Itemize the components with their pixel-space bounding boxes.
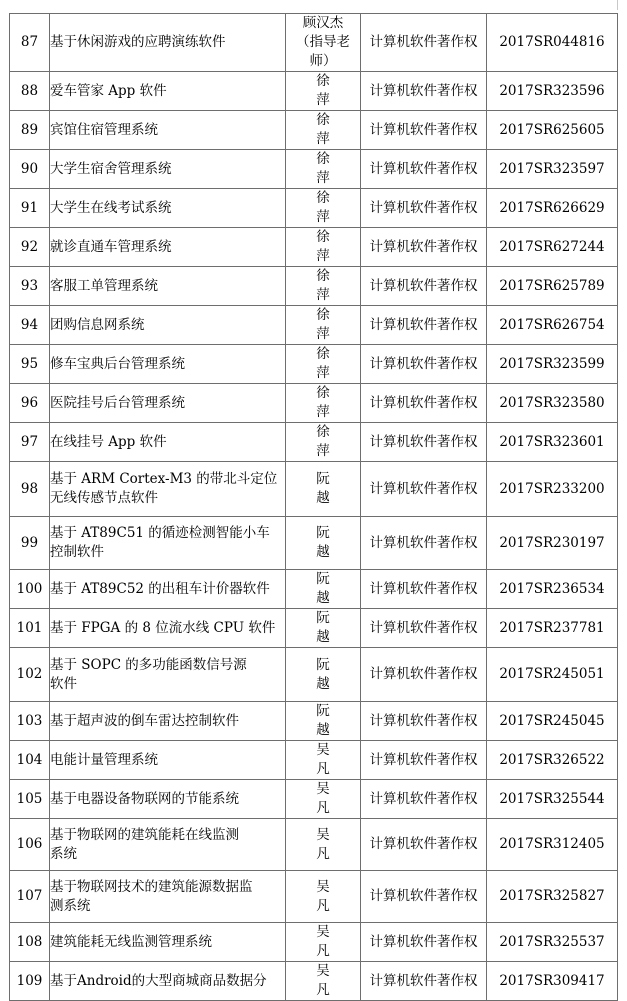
- row-number: 99: [10, 517, 50, 570]
- software-name: 在线挂号 App 软件: [50, 423, 286, 462]
- author-cell: [286, 462, 361, 517]
- author-cell: [286, 72, 361, 111]
- row-number: 104: [10, 741, 50, 780]
- author-name: 徐萍: [316, 190, 346, 225]
- author-name: 徐萍: [316, 229, 346, 264]
- author-cell: [286, 189, 361, 228]
- software-name: 大学生宿舍管理系统: [50, 150, 286, 189]
- right-type: 计算机软件著作权: [361, 648, 487, 702]
- row-number: 96: [10, 384, 50, 423]
- author-cell: [286, 306, 361, 345]
- row-number: 95: [10, 345, 50, 384]
- table-row: [10, 345, 618, 384]
- author-name: 徐萍: [316, 112, 346, 147]
- author-name: 徐萍: [316, 385, 346, 420]
- row-number: 97: [10, 423, 50, 462]
- row-number: 87: [10, 14, 50, 72]
- right-type: 计算机软件著作权: [361, 517, 487, 570]
- author-name: 徐萍: [316, 307, 346, 342]
- software-name: 修车宝典后台管理系统: [50, 345, 286, 384]
- registration-number: 2017SR625605: [487, 111, 618, 150]
- right-type: 计算机软件著作权: [361, 923, 487, 962]
- table-row: [10, 111, 618, 150]
- right-type: 计算机软件著作权: [361, 384, 487, 423]
- row-number: 105: [10, 780, 50, 819]
- registration-number: 2017SR245051: [487, 648, 618, 702]
- right-type: 计算机软件著作权: [361, 267, 487, 306]
- row-number: 98: [10, 462, 50, 517]
- author-cell: [286, 423, 361, 462]
- table-row: [10, 741, 618, 780]
- author-name: 徐萍: [316, 73, 346, 108]
- software-name-cell: [50, 462, 286, 517]
- author-name: 顾汉杰: [302, 15, 344, 31]
- right-type: 计算机软件著作权: [361, 780, 487, 819]
- author-role-note: （指导老师）: [296, 34, 350, 69]
- software-name: 基于 ARM Cortex-M3 的带北斗定位: [50, 471, 278, 487]
- table-row: [10, 189, 618, 228]
- right-type: 计算机软件著作权: [361, 741, 487, 780]
- author-cell: [286, 517, 361, 570]
- registration-number: 2017SR245045: [487, 702, 618, 741]
- table-row: [10, 702, 618, 741]
- row-number: 92: [10, 228, 50, 267]
- table-row: [10, 306, 618, 345]
- author-name: 吴凡: [316, 924, 346, 959]
- software-name: 爱车管家 App 软件: [50, 72, 286, 111]
- registration-number: 2017SR325537: [487, 923, 618, 962]
- software-name: 基于 SOPC 的多功能函数信号源: [50, 656, 247, 673]
- software-name: 大学生在线考试系统: [50, 189, 286, 228]
- table-row: [10, 570, 618, 609]
- author-name: 阮越: [316, 571, 346, 606]
- author-name: 徐萍: [316, 424, 346, 459]
- software-name-continued: 系统: [50, 845, 77, 862]
- row-number: 101: [10, 609, 50, 648]
- software-name-continued: 控制软件: [50, 544, 104, 560]
- right-type: 计算机软件著作权: [361, 462, 487, 517]
- right-type: 计算机软件著作权: [361, 819, 487, 871]
- page-corner-mark: [617, 0, 618, 10]
- row-number: 88: [10, 72, 50, 111]
- software-name-continued: 测系统: [50, 897, 91, 914]
- registration-number: 2017SR323601: [487, 423, 618, 462]
- row-number: 108: [10, 923, 50, 962]
- author-name: 徐萍: [316, 151, 346, 186]
- row-number: 100: [10, 570, 50, 609]
- table-row: [10, 150, 618, 189]
- author-cell: [286, 150, 361, 189]
- software-name: 基于物联网的建筑能耗在线监测: [50, 826, 239, 843]
- table-row: [10, 871, 618, 923]
- author-cell: [286, 267, 361, 306]
- author-cell: [286, 923, 361, 962]
- right-type: 计算机软件著作权: [361, 306, 487, 345]
- registration-number: 2017SR326522: [487, 741, 618, 780]
- author-name: 吴凡: [316, 781, 346, 816]
- right-type: 计算机软件著作权: [361, 111, 487, 150]
- table-row: [10, 517, 618, 570]
- registration-number: 2017SR626754: [487, 306, 618, 345]
- author-name: 徐萍: [316, 346, 346, 381]
- software-name: 就诊直通车管理系统: [50, 228, 286, 267]
- software-name-continued: 软件: [50, 675, 77, 692]
- registration-number: 2017SR233200: [487, 462, 618, 517]
- software-name: 基于超声波的倒车雷达控制软件: [50, 702, 286, 741]
- author-name: 徐萍: [316, 268, 346, 303]
- right-type: 计算机软件著作权: [361, 702, 487, 741]
- registration-number: 2017SR230197: [487, 517, 618, 570]
- author-cell: [286, 702, 361, 741]
- software-name: 医院挂号后台管理系统: [50, 384, 286, 423]
- software-name-continued: 无线传感节点软件: [50, 490, 158, 506]
- row-number: 93: [10, 267, 50, 306]
- software-name-cell: [50, 871, 286, 923]
- table-row: [10, 923, 618, 962]
- row-number: 102: [10, 648, 50, 702]
- software-name-cell: [50, 648, 286, 702]
- table-row: [10, 228, 618, 267]
- software-name: 电能计量管理系统: [50, 741, 286, 780]
- registration-number: 2017SR325827: [487, 871, 618, 923]
- author-name: 阮越: [316, 471, 346, 506]
- registration-number: 2017SR323580: [487, 384, 618, 423]
- table-row: [10, 609, 618, 648]
- registration-number: 2017SR323597: [487, 150, 618, 189]
- table-row: [10, 462, 618, 517]
- registration-number: 2017SR626629: [487, 189, 618, 228]
- author-cell: [286, 609, 361, 648]
- registration-number: 2017SR323599: [487, 345, 618, 384]
- software-name-cell: [50, 517, 286, 570]
- row-number: 89: [10, 111, 50, 150]
- table-row: [10, 267, 618, 306]
- author-cell: [286, 962, 361, 1001]
- software-name: 基于电器设备物联网的节能系统: [50, 780, 286, 819]
- registration-number: 2017SR237781: [487, 609, 618, 648]
- software-name: 客服工单管理系统: [50, 267, 286, 306]
- registration-number: 2017SR312405: [487, 819, 618, 871]
- row-number: 107: [10, 871, 50, 923]
- author-name: 阮越: [316, 703, 346, 738]
- right-type: 计算机软件著作权: [361, 345, 487, 384]
- table-row: [10, 384, 618, 423]
- author-name: 吴凡: [316, 826, 346, 862]
- author-cell: [286, 741, 361, 780]
- table-row: [10, 423, 618, 462]
- registration-number: 2017SR044816: [487, 14, 618, 72]
- registration-number: 2017SR325544: [487, 780, 618, 819]
- author-name: 阮越: [316, 525, 346, 560]
- software-name: 宾馆住宿管理系统: [50, 111, 286, 150]
- table-row: [10, 648, 618, 702]
- row-number: 109: [10, 962, 50, 1001]
- author-cell: [286, 14, 361, 72]
- right-type: 计算机软件著作权: [361, 150, 487, 189]
- author-name: 吴凡: [316, 878, 346, 914]
- software-name: 基于物联网技术的建筑能源数据监: [50, 878, 253, 895]
- author-cell: [286, 871, 361, 923]
- author-cell: [286, 345, 361, 384]
- row-number: 106: [10, 819, 50, 871]
- software-name: 基于 AT89C51 的循迹检测智能小车: [50, 525, 270, 541]
- row-number: 94: [10, 306, 50, 345]
- software-name: 建筑能耗无线监测管理系统: [50, 923, 286, 962]
- author-name: 阮越: [316, 610, 346, 645]
- table-row: [10, 962, 618, 1001]
- right-type: 计算机软件著作权: [361, 423, 487, 462]
- author-name: 阮越: [316, 656, 346, 692]
- author-cell: [286, 384, 361, 423]
- table-row: [10, 14, 618, 72]
- row-number: 103: [10, 702, 50, 741]
- right-type: 计算机软件著作权: [361, 570, 487, 609]
- right-type: 计算机软件著作权: [361, 962, 487, 1001]
- author-cell: [286, 570, 361, 609]
- copyright-table: [9, 13, 618, 1001]
- software-name: 团购信息网系统: [50, 306, 286, 345]
- registration-number: 2017SR309417: [487, 962, 618, 1001]
- registration-number: 2017SR627244: [487, 228, 618, 267]
- software-name: 基于休闲游戏的应聘演练软件: [50, 14, 286, 72]
- right-type: 计算机软件著作权: [361, 189, 487, 228]
- row-number: 90: [10, 150, 50, 189]
- author-cell: [286, 780, 361, 819]
- author-name: 吴凡: [316, 742, 346, 777]
- software-name: 基于Android的大型商城商品数据分: [50, 962, 286, 1001]
- right-type: 计算机软件著作权: [361, 72, 487, 111]
- registration-number: 2017SR236534: [487, 570, 618, 609]
- author-cell: [286, 648, 361, 702]
- table-row: [10, 780, 618, 819]
- author-cell: [286, 228, 361, 267]
- registration-number: 2017SR625789: [487, 267, 618, 306]
- author-name: 吴凡: [316, 963, 346, 998]
- right-type: 计算机软件著作权: [361, 871, 487, 923]
- row-number: 91: [10, 189, 50, 228]
- software-name: 基于 FPGA 的 8 位流水线 CPU 软件: [50, 609, 286, 648]
- page-top-edge: [0, 0, 627, 12]
- software-name: 基于 AT89C52 的出租车计价器软件: [50, 570, 286, 609]
- right-type: 计算机软件著作权: [361, 228, 487, 267]
- registration-number: 2017SR323596: [487, 72, 618, 111]
- right-type: 计算机软件著作权: [361, 14, 487, 72]
- author-cell: [286, 111, 361, 150]
- right-type: 计算机软件著作权: [361, 609, 487, 648]
- table-row: [10, 72, 618, 111]
